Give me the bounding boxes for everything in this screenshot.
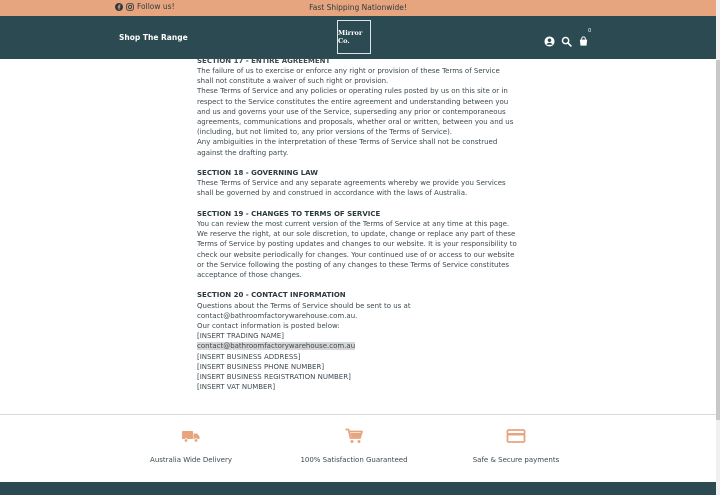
announcement-bar xyxy=(0,0,716,16)
terms-content xyxy=(197,56,517,396)
section-17-paragraph-2: These Terms of Service and any policies or operating rules posted by us on this site or in respect to the Service constitutes the entire agreement and understanding between you and us and governs your use of the Service, superseding any prior or contemporaneous agreements, communications and proposals, whether oral or written, between you and us (including, but not limited to, any prior versions of the Terms of Service). xyxy=(197,87,514,137)
business-registration-number: [INSERT BUSINESS REGISTRATION NUMBER] xyxy=(197,373,351,382)
search-icon[interactable] xyxy=(561,32,572,43)
feature-satisfaction xyxy=(269,428,439,464)
section-18-heading: SECTION 18 - GOVERNING LAW xyxy=(197,169,318,178)
section-20-paragraph-2: Our contact information is posted below: xyxy=(197,322,340,331)
section-17-paragraph-3: Any ambiguities in the interpretation of these Terms of Service shall not be construed against the drafting party. xyxy=(197,138,498,157)
section-17-heading: SECTION 17 - ENTIRE AGREEMENT xyxy=(197,57,331,65)
business-address: [INSERT BUSINESS ADDRESS] xyxy=(197,352,301,361)
business-phone-number: [INSERT BUSINESS PHONE NUMBER] xyxy=(197,362,325,371)
section-17-paragraph-1: The failure of us to exercise or enforce any right or provision of these Terms of Service shall not constitute a waiver of such right or provision. xyxy=(197,67,500,86)
shopping-cart-icon xyxy=(344,428,364,444)
feature-delivery xyxy=(106,428,276,464)
site-header xyxy=(0,16,716,59)
account-icon[interactable] xyxy=(544,32,555,43)
section-19-heading: SECTION 19 - CHANGES TO TERMS OF SERVICE xyxy=(197,209,381,218)
site-footer xyxy=(0,482,716,495)
footer-divider xyxy=(0,414,716,415)
truck-icon xyxy=(181,428,201,444)
cart-count-badge: 0 xyxy=(588,28,592,34)
section-19-paragraph-2: We reserve the right, at our sole discretion, to update, change or replace any part of these Terms of Service by posting updates and changes to our website. It is your responsibility to check our website periodically for changes. Your continued use of or access to our website or the Service following the posting of any changes to these Terms of Service constitutes acceptance of those changes. xyxy=(197,230,517,280)
section-20-paragraph-1: Questions about the Terms of Service should be sent to us at contact@bathroomfactorywarehouse.com.au. xyxy=(197,301,411,320)
feature-payments-label: Safe & Secure payments xyxy=(472,456,560,464)
shipping-banner-text: Fast Shipping Nationwide! xyxy=(309,3,407,12)
vat-number: [INSERT VAT NUMBER] xyxy=(197,383,276,392)
feature-payments xyxy=(431,428,601,464)
contact-email[interactable]: contact@bathroomfactorywarehouse.com.au xyxy=(197,342,356,351)
scrollbar-thumb[interactable] xyxy=(716,60,720,420)
credit-card-icon xyxy=(506,428,526,444)
follow-us-label[interactable]: Follow us! xyxy=(137,2,175,11)
section-20-heading: SECTION 20 - CONTACT INFORMATION xyxy=(197,291,346,300)
page-scrollbar[interactable] xyxy=(716,0,720,495)
feature-satisfaction-label: 100% Satisfaction Guaranteed xyxy=(300,456,408,464)
trading-name: [INSERT TRADING NAME] xyxy=(197,332,284,341)
shop-the-range-link[interactable]: Shop The Range xyxy=(119,33,188,42)
feature-delivery-label: Australia Wide Delivery xyxy=(150,456,232,464)
site-logo[interactable]: Mirror Co. xyxy=(337,20,371,54)
section-18-paragraph-1: These Terms of Service and any separate agreements whereby we provide you Services shall be governed by and construed in accordance with the laws of Australia. xyxy=(197,179,506,198)
section-19-paragraph-1: You can review the most current version of the Terms of Service at any time at this page. xyxy=(197,220,510,229)
